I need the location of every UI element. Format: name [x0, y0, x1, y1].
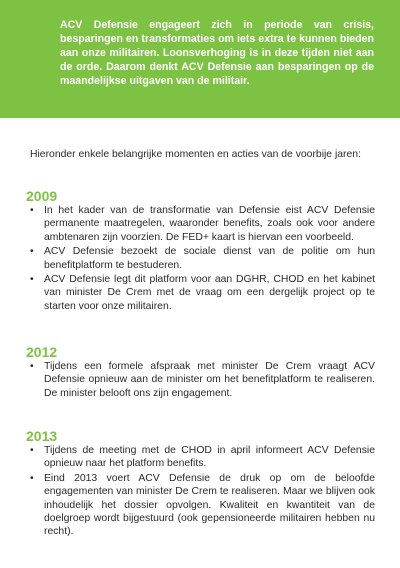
list-2013: [30, 444, 375, 540]
year-heading-2012: 2012: [26, 344, 58, 360]
intro-text: Hieronder enkele belangrijke momenten en acties van de voorbije jaren:: [30, 149, 361, 160]
bullet: •: [30, 361, 34, 372]
list-2009: [30, 204, 375, 314]
bullet: •: [30, 445, 34, 456]
bullet: •: [30, 205, 34, 216]
bullet: •: [30, 472, 34, 484]
year-heading-2013: 2013: [26, 428, 58, 444]
bullet: •: [30, 246, 34, 258]
list-item: • ACV Defensie bezoekt de sociale dienst van de politie om hun benefitplatform te bestuderen.: [30, 246, 375, 271]
intro-banner: [0, 0, 400, 118]
banner-text: ACV Defensie engageert zich in periode van crisis, besparingen en transformaties om iets extra te kunnen bieden aan onze militairen. Loonsverhoging is in deze tijden niet aan de orde. Daarom denkt ACV Defensie aan besparingen op de maandelijkse uitgaven van de militair.: [60, 19, 374, 87]
bullet: •: [30, 274, 34, 286]
list-item: • ACV Defensie legt dit platform voor aan DGHR, CHOD en het kabinet van minister De Crem met de vraag om een dergelijk project op te starten voor onze militairen.: [30, 274, 375, 312]
list-2012: [30, 360, 375, 401]
list-item: • Tijdens de meeting met de CHOD in april informeert ACV Defensie opnieuw naar het platform benefits.: [30, 445, 375, 470]
year-heading-2009: 2009: [26, 188, 58, 204]
list-item: • In het kader van de transformatie van Defensie eist ACV Defensie permanente maatregelen, waaronder benefits, zoals ook voor andere ambtenaren zijn voorzien. De FED+ kaart is hiervan een voorbeeld.: [30, 205, 375, 243]
list-item: • Eind 2013 voert ACV Defensie de druk op om de beloofde engagementen van minister De Crem te realiseren. Maar we blijven ook inhoudelijk het dossier opvolgen. Kwaliteit en kwantiteit van de doelgroep wordt bijgestuurd (ook gepensioneerde militairen hebben nu recht).: [30, 472, 375, 538]
list-item: • Tijdens een formele afspraak met minister De Crem vraagt ACV Defensie opnieuw aan de minister om het benefitplatform te realiseren. De minister belooft ons zijn engagement.: [30, 361, 375, 399]
